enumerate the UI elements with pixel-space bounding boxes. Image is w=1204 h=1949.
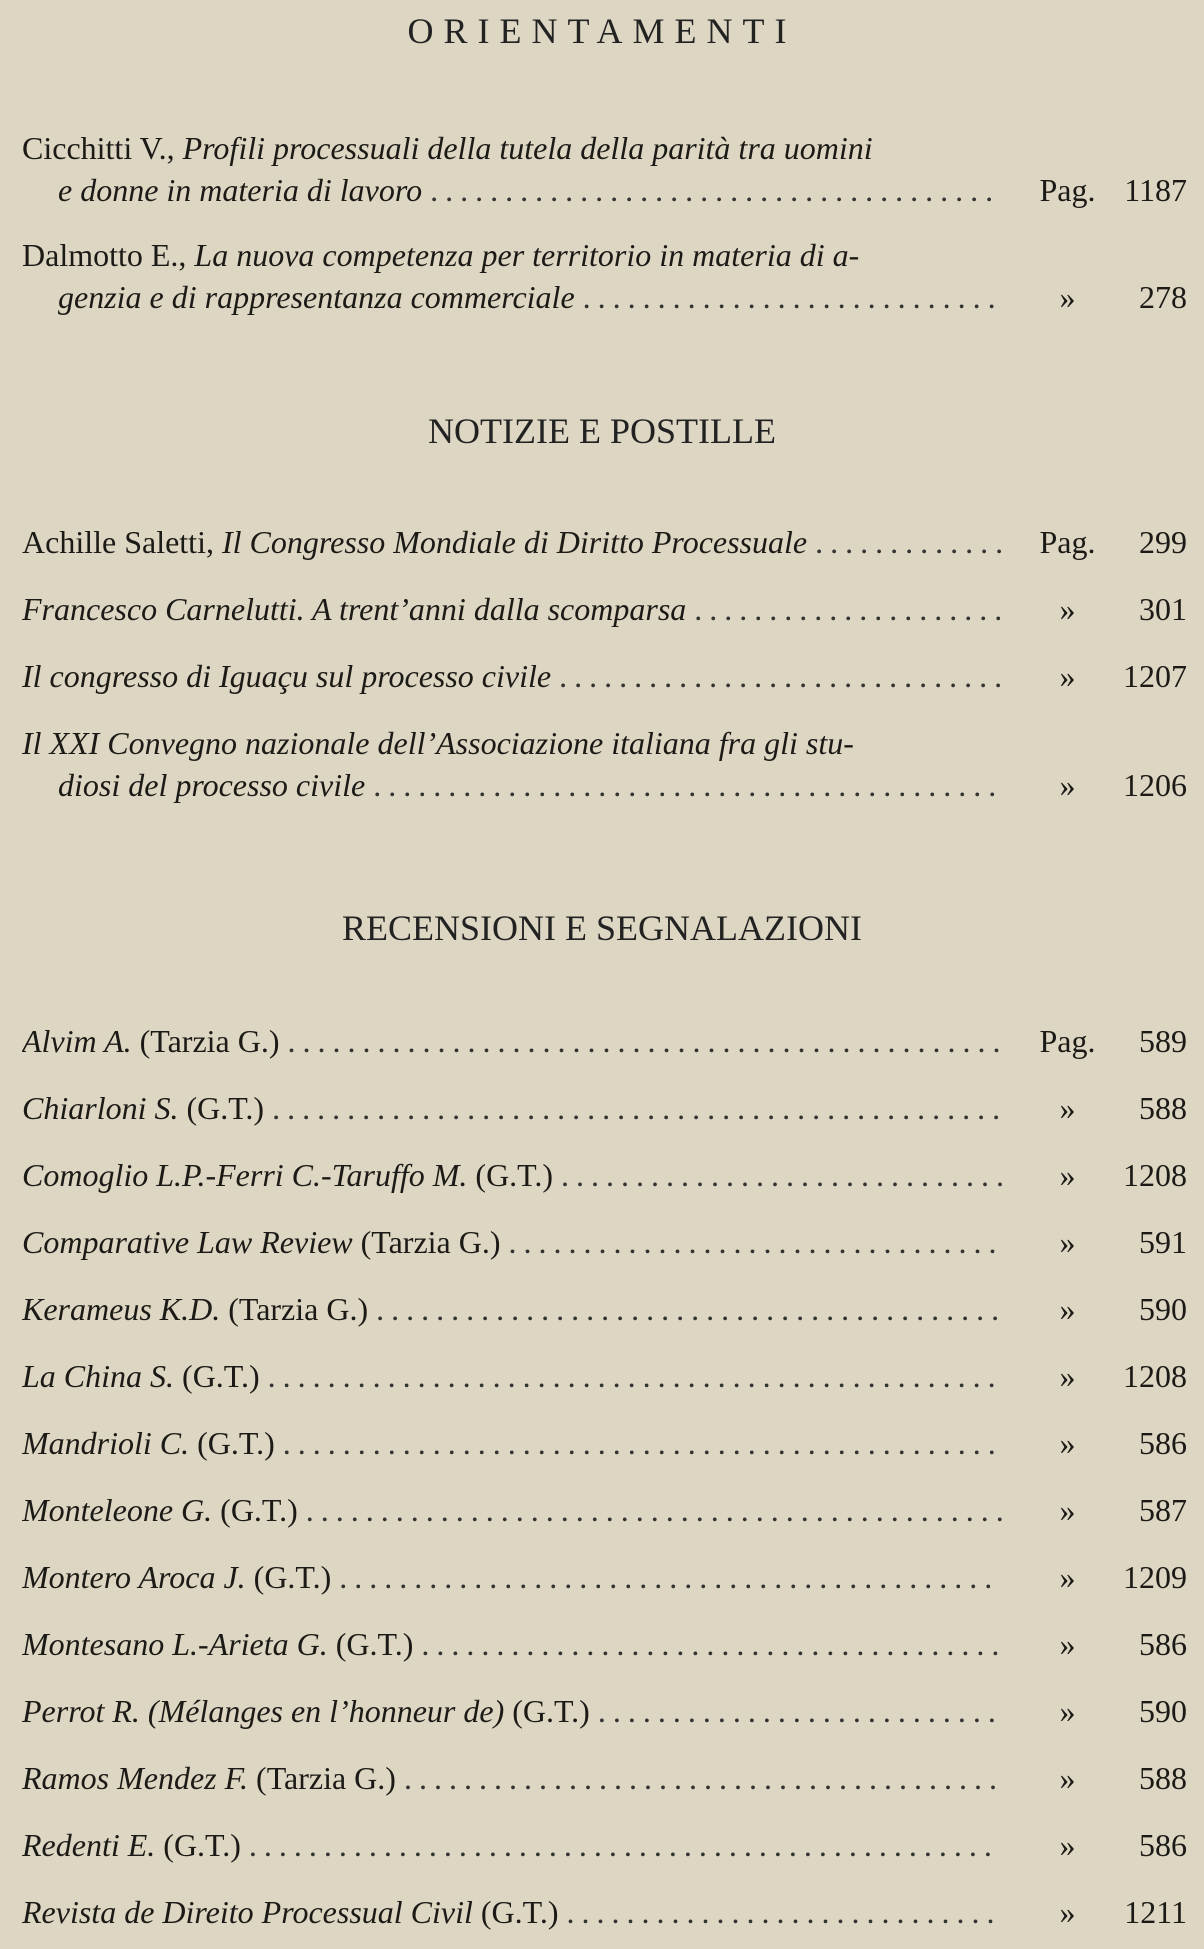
page-prefix: Pag. — [1039, 172, 1096, 208]
toc-entry[interactable] — [22, 234, 1187, 318]
entry-author: Achille Saletti, — [22, 524, 222, 560]
section-heading: RECENSIONI E SEGNALAZIONI — [342, 908, 862, 948]
toc-entry-text — [22, 1489, 1011, 1531]
toc-entry-line — [22, 234, 1187, 276]
page-prefix: » — [1059, 1827, 1076, 1863]
toc-entry[interactable] — [22, 1489, 1187, 1531]
toc-entry-text — [22, 1020, 1008, 1062]
toc-entry[interactable] — [22, 127, 1187, 211]
dot-leader: ................................................ — [287, 1023, 1008, 1059]
toc-entry-line — [22, 1891, 1187, 1933]
page-number: 1208 — [1123, 1157, 1187, 1193]
entry-title: Francesco Carnelutti. A trent’anni dalla scomparsa — [22, 591, 687, 627]
entry-author: (G.T.) — [174, 1358, 260, 1394]
toc-entry-line — [22, 521, 1187, 563]
page-prefix: » — [1059, 1559, 1076, 1595]
dot-leader: ................................. — [508, 1224, 1004, 1260]
dot-leader: .................................................. — [248, 1827, 999, 1863]
page-prefix: » — [1059, 1090, 1076, 1126]
toc-entry[interactable] — [22, 1020, 1187, 1062]
toc-entry[interactable] — [22, 1422, 1187, 1464]
toc-entry-line — [22, 1154, 1187, 1196]
page-number: 591 — [1139, 1224, 1187, 1260]
toc-entry[interactable] — [22, 1690, 1187, 1732]
page-prefix: » — [1059, 658, 1076, 694]
page-number: 1211 — [1124, 1894, 1187, 1930]
toc-entry[interactable] — [22, 1087, 1187, 1129]
toc-entry-text — [22, 1891, 1001, 1933]
toc-entry-text — [22, 655, 1009, 697]
toc-entry[interactable] — [22, 588, 1187, 630]
page-number: 588 — [1139, 1090, 1187, 1126]
toc-entry-text — [58, 764, 1003, 806]
entry-title: genzia e di rappresentanza commerciale — [58, 279, 575, 315]
entry-author: Dalmotto E., — [22, 237, 195, 273]
page-number: 586 — [1139, 1626, 1187, 1662]
toc-entry[interactable] — [22, 1288, 1187, 1330]
toc-entry-line — [22, 127, 1187, 169]
entry-title: Il congresso di Iguaçu sul processo civile — [22, 658, 552, 694]
dot-leader: .......................................... — [373, 767, 1004, 803]
page-number: 299 — [1139, 524, 1187, 560]
toc-entry-text — [58, 169, 1000, 211]
page-prefix: » — [1059, 1157, 1076, 1193]
toc-entry-text — [22, 1757, 1004, 1799]
toc-entry-line — [22, 1020, 1187, 1062]
toc-entry-text — [58, 276, 1003, 318]
toc-entry-line — [22, 1489, 1187, 1531]
toc-entry-text — [22, 521, 1010, 563]
toc-entry-line — [22, 655, 1187, 697]
section-heading: ORIENTAMENTI — [407, 11, 797, 51]
page-number: 586 — [1139, 1425, 1187, 1461]
page-number: 301 — [1139, 591, 1187, 627]
toc-entry-text — [22, 1087, 1007, 1129]
toc-entry[interactable] — [22, 1154, 1187, 1196]
toc-entry-text — [22, 127, 873, 169]
page-prefix: Pag. — [1039, 524, 1096, 560]
toc-entry[interactable] — [22, 655, 1187, 697]
entry-title: Profili processuali della tutela della parità tra uomini — [182, 130, 873, 166]
page-number: 1207 — [1123, 658, 1187, 694]
toc-entry-text — [22, 234, 859, 276]
page-prefix: » — [1059, 1626, 1076, 1662]
entry-title: Perrot R. (Mélanges en l’honneur de) — [22, 1693, 505, 1729]
page-number: 1206 — [1123, 767, 1187, 803]
page-prefix: » — [1059, 279, 1076, 315]
entry-title: Redenti E. — [22, 1827, 156, 1863]
page-number: 1209 — [1123, 1559, 1187, 1595]
toc-entry-text — [22, 1422, 1003, 1464]
toc-entry-line — [22, 588, 1187, 630]
page-number: 586 — [1139, 1827, 1187, 1863]
entry-title: Montesano L.-Arieta G. — [22, 1626, 328, 1662]
dot-leader: .......................................... — [376, 1291, 1007, 1327]
page-number: 1208 — [1123, 1358, 1187, 1394]
entry-author: (G.T.) — [504, 1693, 590, 1729]
toc-entry-line — [22, 1355, 1187, 1397]
toc-entry-text — [22, 1824, 999, 1866]
toc-entry-text — [22, 588, 1009, 630]
entry-title: Il Congresso Mondiale di Diritto Processuale — [221, 524, 808, 560]
dot-leader: ........................................ — [403, 1760, 1004, 1796]
entry-title: e donne in materia di lavoro — [58, 172, 423, 208]
entry-author: (G.T.) — [212, 1492, 298, 1528]
toc-entry[interactable] — [22, 1891, 1187, 1933]
page-prefix: » — [1059, 1693, 1076, 1729]
toc-entry-text — [22, 722, 854, 764]
toc-entry[interactable] — [22, 521, 1187, 563]
dot-leader: ................................................. — [272, 1090, 1008, 1126]
entry-author: (G.T.) — [189, 1425, 275, 1461]
entry-author: Cicchitti V., — [22, 130, 183, 166]
toc-entry[interactable] — [22, 1221, 1187, 1263]
toc-entry-line — [22, 1087, 1187, 1129]
toc-entry-line — [22, 1556, 1187, 1598]
entry-title: Chiarloni S. — [22, 1090, 179, 1126]
page-prefix: » — [1059, 1425, 1076, 1461]
page-prefix: » — [1059, 1760, 1076, 1796]
entry-author: (Tarzia G.) — [248, 1760, 396, 1796]
entry-title: Il XXI Convegno nazionale dell’Associazione italiana fra gli stu- — [22, 725, 854, 761]
entry-title: Mandrioli C. — [22, 1425, 190, 1461]
toc-entry-text — [22, 1154, 1011, 1196]
toc-entry-text — [22, 1288, 1006, 1330]
toc-entry-text — [22, 1355, 1003, 1397]
entry-author: (G.T.) — [155, 1827, 241, 1863]
entry-author: (Tarzia G.) — [131, 1023, 280, 1059]
page-prefix: » — [1059, 1358, 1076, 1394]
entry-author: (G.T.) — [472, 1894, 559, 1930]
entry-author: (G.T.) — [327, 1626, 414, 1662]
page-number: 589 — [1139, 1023, 1187, 1059]
toc-entry[interactable] — [22, 1556, 1187, 1598]
toc-entry[interactable] — [22, 722, 1187, 806]
page-number: 278 — [1139, 279, 1187, 315]
toc-entry-text — [22, 1221, 1004, 1263]
toc-entry[interactable] — [22, 1824, 1187, 1866]
toc-entry-line — [22, 1824, 1187, 1866]
toc-entry-line — [22, 1623, 1187, 1665]
dot-leader: ............................. — [566, 1894, 1002, 1930]
dot-leader: ............................................ — [339, 1559, 1000, 1595]
page-prefix: Pag. — [1039, 1023, 1096, 1059]
toc-entry-line — [22, 276, 1187, 318]
entry-title: Revista de Direito Processual Civil — [22, 1894, 473, 1930]
dot-leader: ..................... — [694, 591, 1010, 627]
page-number: 590 — [1139, 1693, 1187, 1729]
dot-leader: ........................... — [597, 1693, 1003, 1729]
section-heading: NOTIZIE E POSTILLE — [428, 411, 776, 451]
page-prefix: » — [1059, 1894, 1076, 1930]
entry-title: La China S. — [22, 1358, 175, 1394]
dot-leader: ...................................... — [430, 172, 1001, 208]
entry-title: Ramos Mendez F. — [22, 1760, 249, 1796]
toc-entry-line — [22, 1690, 1187, 1732]
toc-entry-text — [22, 1623, 1006, 1665]
toc-entry[interactable] — [22, 1355, 1187, 1397]
page-number: 1187 — [1124, 172, 1187, 208]
toc-entry[interactable] — [22, 1623, 1187, 1665]
page-prefix: » — [1059, 1291, 1076, 1327]
toc-entry-line — [22, 1221, 1187, 1263]
toc-entry-line — [22, 1288, 1187, 1330]
toc-entry-line — [22, 764, 1187, 806]
dot-leader: ............. — [815, 524, 1011, 560]
toc-entry-line — [22, 169, 1187, 211]
dot-leader: ................................................. — [267, 1358, 1003, 1394]
page-number: 590 — [1139, 1291, 1187, 1327]
dot-leader: .............................. — [561, 1157, 1011, 1193]
toc-entry-line — [22, 722, 1187, 764]
entry-author: (Tarzia G.) — [352, 1224, 501, 1260]
toc-entry-line — [22, 1422, 1187, 1464]
page-number: 587 — [1139, 1492, 1187, 1528]
toc-entry-text — [22, 1690, 1003, 1732]
entry-title: Comoglio L.P.-Ferri C.-Taruffo M. — [22, 1157, 468, 1193]
entry-title: Kerameus K.D. — [22, 1291, 221, 1327]
page-number: 588 — [1139, 1760, 1187, 1796]
dot-leader: ............................ — [582, 279, 1003, 315]
toc-entry-line — [22, 1757, 1187, 1799]
entry-author: (G.T.) — [467, 1157, 553, 1193]
page-prefix: » — [1059, 1492, 1076, 1528]
entry-title: Montero Aroca J. — [22, 1559, 246, 1595]
page-prefix: » — [1059, 767, 1076, 803]
dot-leader: ............................................... — [305, 1492, 1011, 1528]
dot-leader: .............................. — [559, 658, 1010, 694]
toc-entry[interactable] — [22, 1757, 1187, 1799]
page-prefix: » — [1059, 1224, 1076, 1260]
entry-title: La nuova competenza per territorio in materia di a- — [194, 237, 860, 273]
entry-author: (G.T.) — [245, 1559, 332, 1595]
entry-author: (G.T.) — [178, 1090, 265, 1126]
entry-title: Comparative Law Review — [22, 1224, 353, 1260]
entry-author: (Tarzia G.) — [220, 1291, 369, 1327]
entry-title: diosi del processo civile — [58, 767, 366, 803]
dot-leader: ....................................... — [421, 1626, 1007, 1662]
entry-title: Alvim A. — [22, 1023, 132, 1059]
page-prefix: » — [1059, 591, 1076, 627]
dot-leader: ................................................ — [282, 1425, 1003, 1461]
toc-entry-text — [22, 1556, 999, 1598]
entry-title: Monteleone G. — [22, 1492, 213, 1528]
